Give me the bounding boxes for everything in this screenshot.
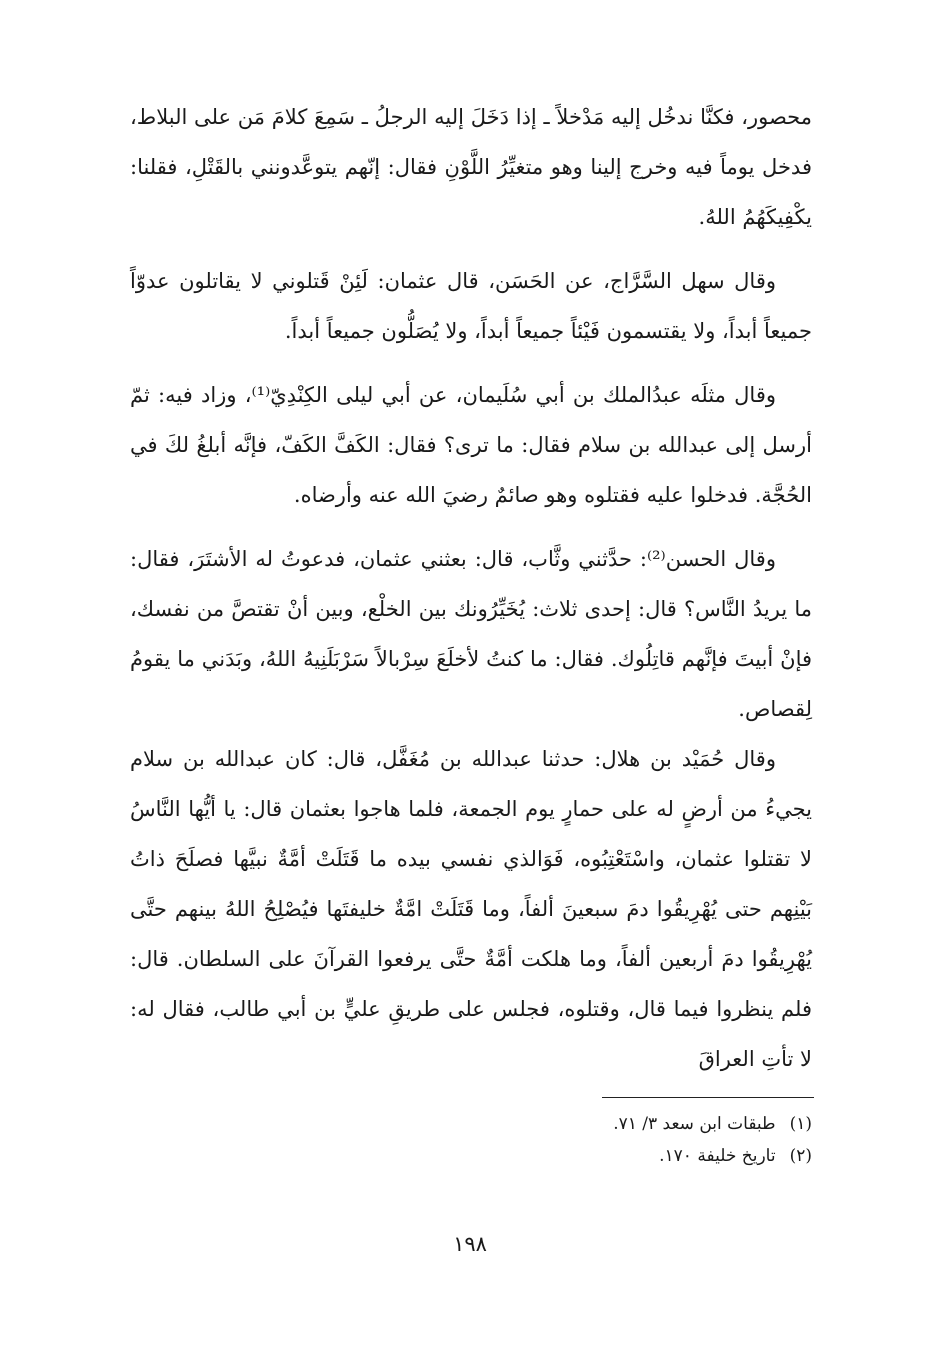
footnote-1 [412, 1108, 812, 1140]
footnotes [412, 1108, 812, 1172]
paragraph-1: محصور، فكنَّا ندخُل إليه مَدْخلاً ـ إذا دَخَلَ إليه الرجلُ ـ سَمِعَ كلامَ مَن على البلاط، فدخل يوماً فيه وخرج إلينا وهو متغيِّرُ اللَّوْنِ فقال: إنّهم يتوعَّدونني بالقَتْلِ، فقلنا: يكْفِيكَهُمُ اللهُ. [130, 105, 812, 229]
page-number: ١٩٨ [453, 1232, 487, 1256]
footnote-1-text: طبقات ابن سعد ٣/ ٧١. [613, 1114, 776, 1134]
footnote-2-text: تاريخ خليفة ١٧٠. [659, 1146, 776, 1166]
paragraph-3: وقال مثلَه عبدُالملك بن أبي سُلَيمان، عن أبي ليلى الكِنْدِيّ⁽¹⁾، وزاد فيه: ثمّ أرسل إلى عبدالله بن سلام فقال: ما ترى؟ فقال: الكَفَّ الكَفّ، فإنَّه أبلغُ لكَ في الحُجَّة. فدخلوا عليه فقتلوه وهو صائمٌ رضيَ الله عنه وأرضاه. [130, 383, 812, 507]
paragraph-2: وقال سهل السَّرَّاج، عن الحَسَن، قال عثمان: لَئِنْ قَتلوني لا يقاتلون عدوّاً جميعاً أبداً، ولا يقتسمون فَيْئاً جميعاً أبداً، ولا يُصَلُّون جميعاً أبداً. [130, 269, 812, 343]
main-text [130, 92, 812, 1084]
footnote-1-number: (١) [789, 1114, 812, 1134]
paragraph-4: وقال الحسن⁽²⁾: حدَّثني وثَّاب، قال: بعثني عثمان، فدعوتُ له الأشتَرَ، فقال: ما يريدُ النَّاس؟ قال: إحدى ثلاث: يُخَيِّرُونك بين الخلْع، وبين أنْ تقتصَّ من نفسك، فإنْ أبيتَ فإنَّهم قاتِلُوك. فقال: ما كنتُ لأخلَعَ سِرْبالاً سَرْبَلَنِيهُ اللهُ، وبَدَني ما يقومُ لِقصاص. [130, 547, 812, 721]
footnote-divider [602, 1097, 814, 1098]
footnote-2 [412, 1140, 812, 1172]
footnote-2-number: (٢) [789, 1146, 812, 1166]
paragraph-5: وقال حُمَيْد بن هلال: حدثنا عبدالله بن مُغَفَّل، قال: كان عبدالله بن سلام يجيءُ من أرضٍ له على حمارٍ يوم الجمعة، فلما هاجوا بعثمان قال: يا أيُّها النَّاسُ لا تقتلوا عثمان، واسْتَعْتِبُوه، فَوَالذي نفسي بيده ما قَتَلَتْ أمَّةٌ نبيَّها فصلَحَ ذاتُ بَيْنِهم حتى يُهْرِيقُوا دمَ سبعينَ ألفاً، وما قَتَلَتْ امَّةٌ خليفتَها فيُصْلِحُ اللهُ بينهم حتَّى يُهْرِيقُوا دمَ أربعين ألفاً، وما هلكت أمَّةٌ حتَّى يرفعوا القرآنَ على السلطان. قال: فلم ينظروا فيما قال، وقتلوه، فجلس على طريقِ عليٍّ بن أبي طالب، فقال له: لا تأتِ العراقَ [130, 747, 812, 1071]
